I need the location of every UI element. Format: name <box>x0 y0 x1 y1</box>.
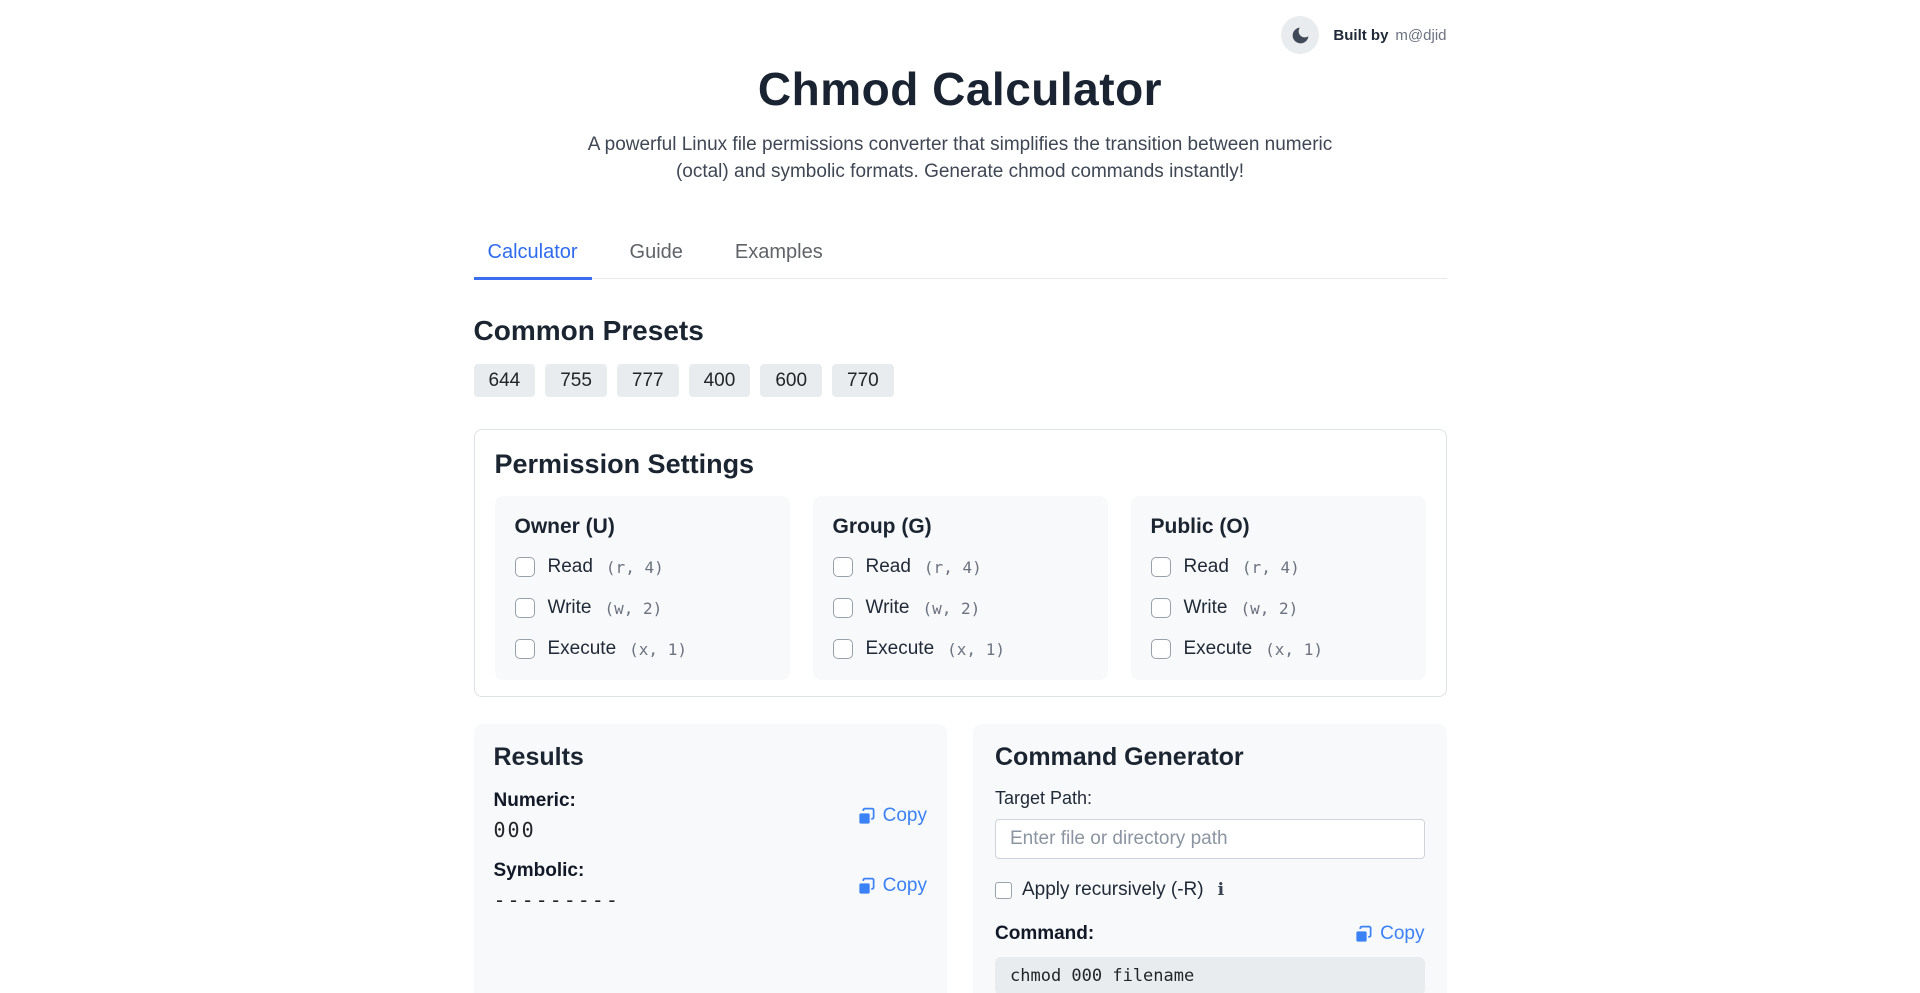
command-output: chmod 000 filename <box>995 957 1425 993</box>
copy-command-label: Copy <box>1380 923 1425 945</box>
public-read-label: Read <box>1183 556 1229 578</box>
group-group-title: Group (G) <box>832 515 932 539</box>
copy-icon <box>1354 925 1373 944</box>
public-execute-hint: (x, 1) <box>1265 639 1323 659</box>
numeric-label: Numeric: <box>493 790 576 812</box>
owner-execute-option[interactable] <box>515 638 770 660</box>
group-execute-label: Execute <box>865 638 935 660</box>
presets-heading: Common Presets <box>473 315 704 347</box>
owner-write-checkbox[interactable] <box>515 598 535 618</box>
public-read-checkbox[interactable] <box>1151 557 1171 577</box>
public-execute-label: Execute <box>1183 638 1253 660</box>
permission-groups <box>495 496 1426 680</box>
page-subtitle: A powerful Linux file permissions converter that simplifies the transition between numeric (octal) and symbolic formats. Generate chmod commands instantly! <box>587 134 1333 182</box>
owner-read-label: Read <box>547 556 593 578</box>
group-write-option[interactable] <box>833 597 1088 619</box>
owner-execute-hint: (x, 1) <box>629 639 687 659</box>
group-write-label: Write <box>865 597 910 619</box>
numeric-result-row <box>494 790 928 842</box>
owner-write-option[interactable] <box>515 597 770 619</box>
topbar <box>474 16 1447 54</box>
command-row <box>995 923 1425 945</box>
bottom-row <box>474 724 1447 993</box>
recursive-label: Apply recursively (-R) <box>1022 879 1204 901</box>
group-read-option[interactable] <box>833 556 1088 578</box>
tab-guide[interactable]: Guide <box>616 241 697 280</box>
symbolic-result <box>494 860 620 912</box>
group-execute-option[interactable] <box>833 638 1088 660</box>
results-heading: Results <box>493 743 584 772</box>
preset-button-600[interactable]: 600 <box>760 364 822 397</box>
group-execute-checkbox[interactable] <box>833 639 853 659</box>
owner-execute-label: Execute <box>547 638 617 660</box>
recursive-checkbox[interactable] <box>995 882 1012 899</box>
owner-write-hint: (w, 2) <box>604 598 663 618</box>
numeric-result <box>494 790 576 842</box>
copy-numeric-button[interactable] <box>857 805 927 827</box>
moon-icon <box>1290 25 1311 46</box>
owner-execute-checkbox[interactable] <box>515 639 535 659</box>
built-by-author-link[interactable]: m@djid <box>1395 26 1447 44</box>
copy-icon <box>857 877 876 896</box>
built-by-label: Built by <box>1333 26 1389 44</box>
permission-settings-heading: Permission Settings <box>494 449 755 480</box>
command-generator-heading: Command Generator <box>995 743 1244 772</box>
theme-toggle-button[interactable] <box>1281 16 1319 54</box>
command-generator-card <box>973 724 1447 993</box>
copy-symbolic-button[interactable] <box>857 875 927 897</box>
page-title: Chmod Calculator <box>757 63 1163 115</box>
public-execute-checkbox[interactable] <box>1151 639 1171 659</box>
group-execute-hint: (x, 1) <box>947 639 1005 659</box>
group-read-checkbox[interactable] <box>833 557 853 577</box>
owner-read-hint: (r, 4) <box>605 557 664 577</box>
preset-button-770[interactable]: 770 <box>832 364 894 397</box>
numeric-value: 000 <box>493 818 536 843</box>
group-read-hint: (r, 4) <box>923 557 982 577</box>
preset-button-777[interactable]: 777 <box>617 364 679 397</box>
group-write-hint: (w, 2) <box>922 598 981 618</box>
symbolic-label: Symbolic: <box>493 860 585 882</box>
tab-calculator[interactable]: Calculator <box>474 241 592 280</box>
owner-read-checkbox[interactable] <box>515 557 535 577</box>
copy-icon <box>857 807 876 826</box>
info-icon: i <box>1217 880 1225 901</box>
preset-button-755[interactable]: 755 <box>545 364 607 397</box>
public-write-label: Write <box>1183 597 1228 619</box>
public-read-option[interactable] <box>1151 556 1406 578</box>
copy-numeric-label: Copy <box>882 805 927 827</box>
public-group-title: Public (O) <box>1150 515 1250 539</box>
target-path-input[interactable] <box>995 819 1425 859</box>
group-read-label: Read <box>865 556 911 578</box>
tab-bar <box>474 241 1447 279</box>
page-container <box>474 0 1447 993</box>
permission-settings-card <box>474 429 1447 697</box>
permission-group-owner <box>495 496 790 680</box>
owner-group-title: Owner (U) <box>514 515 615 539</box>
symbolic-value: --------- <box>493 888 620 913</box>
group-write-checkbox[interactable] <box>833 598 853 618</box>
command-label: Command: <box>995 923 1095 945</box>
built-by <box>1333 27 1446 44</box>
preset-button-400[interactable]: 400 <box>689 364 751 397</box>
recursive-option[interactable] <box>995 879 1425 901</box>
copy-command-button[interactable] <box>1354 923 1424 945</box>
preset-row <box>474 364 1447 397</box>
public-write-hint: (w, 2) <box>1240 598 1299 618</box>
owner-read-option[interactable] <box>515 556 770 578</box>
copy-symbolic-label: Copy <box>882 875 927 897</box>
public-write-option[interactable] <box>1151 597 1406 619</box>
results-card <box>474 724 948 993</box>
symbolic-result-row <box>494 860 928 912</box>
owner-write-label: Write <box>547 597 592 619</box>
tab-examples[interactable]: Examples <box>721 241 837 280</box>
permission-group-group <box>813 496 1108 680</box>
preset-button-644[interactable]: 644 <box>474 364 536 397</box>
target-path-label: Target Path: <box>995 788 1093 809</box>
permission-group-public <box>1131 496 1426 680</box>
public-read-hint: (r, 4) <box>1241 557 1300 577</box>
public-execute-option[interactable] <box>1151 638 1406 660</box>
public-write-checkbox[interactable] <box>1151 598 1171 618</box>
